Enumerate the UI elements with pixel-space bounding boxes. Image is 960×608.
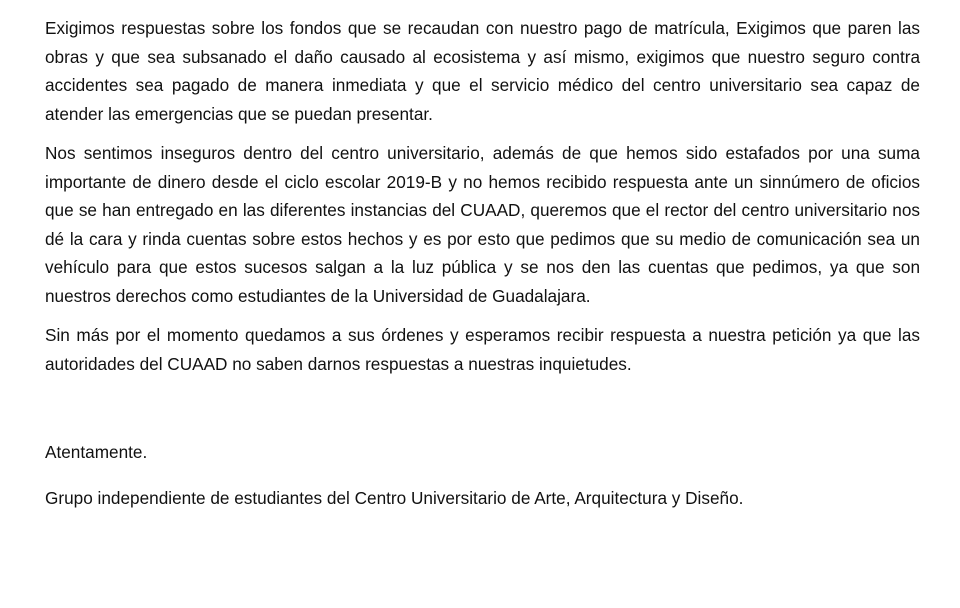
paragraph-request: Sin más por el momento quedamos a sus órdenes y esperamos recibir respuesta a nuestra petición ya que las autoridades del CUAAD no saben darnos respuestas a nuestras inquietudes. [45,325,920,374]
closing-salutation: Atentamente. [45,442,148,462]
paragraph-insecurity: Nos sentimos inseguros dentro del centro universitario, además de que hemos sido estafados por una suma importante de dinero desde el ciclo escolar 2019-B y no hemos recibido respuesta ante un sinnúmero de oficios que se han entregado en las diferentes instancias del CUAAD, queremos que el rector del centro universitario nos dé la cara y rinda cuentas sobre estos hechos y es por esto que pedimos que su medio de comunicación sea un vehículo para que estos sucesos salgan a la luz pública y se nos den las cuentas que pedimos, ya que son nuestros derechos como estudiantes de la Universidad de Guadalajara. [45,143,920,306]
closing-block [45,438,920,512]
signature-line: Grupo independiente de estudiantes del Centro Universitario de Arte, Arquitectura y Diseño. [45,487,744,508]
paragraph-demands: Exigimos respuestas sobre los fondos que se recaudan con nuestro pago de matrícula, Exigimos que paren las obras y que sea subsanado el daño causado al ecosistema y así mismo, exigimos que nuestro seguro contra accidentes sea pagado de manera inmediata y que el servicio médico del centro universitario sea capaz de atender las emergencias que se puedan presentar. [45,18,920,124]
